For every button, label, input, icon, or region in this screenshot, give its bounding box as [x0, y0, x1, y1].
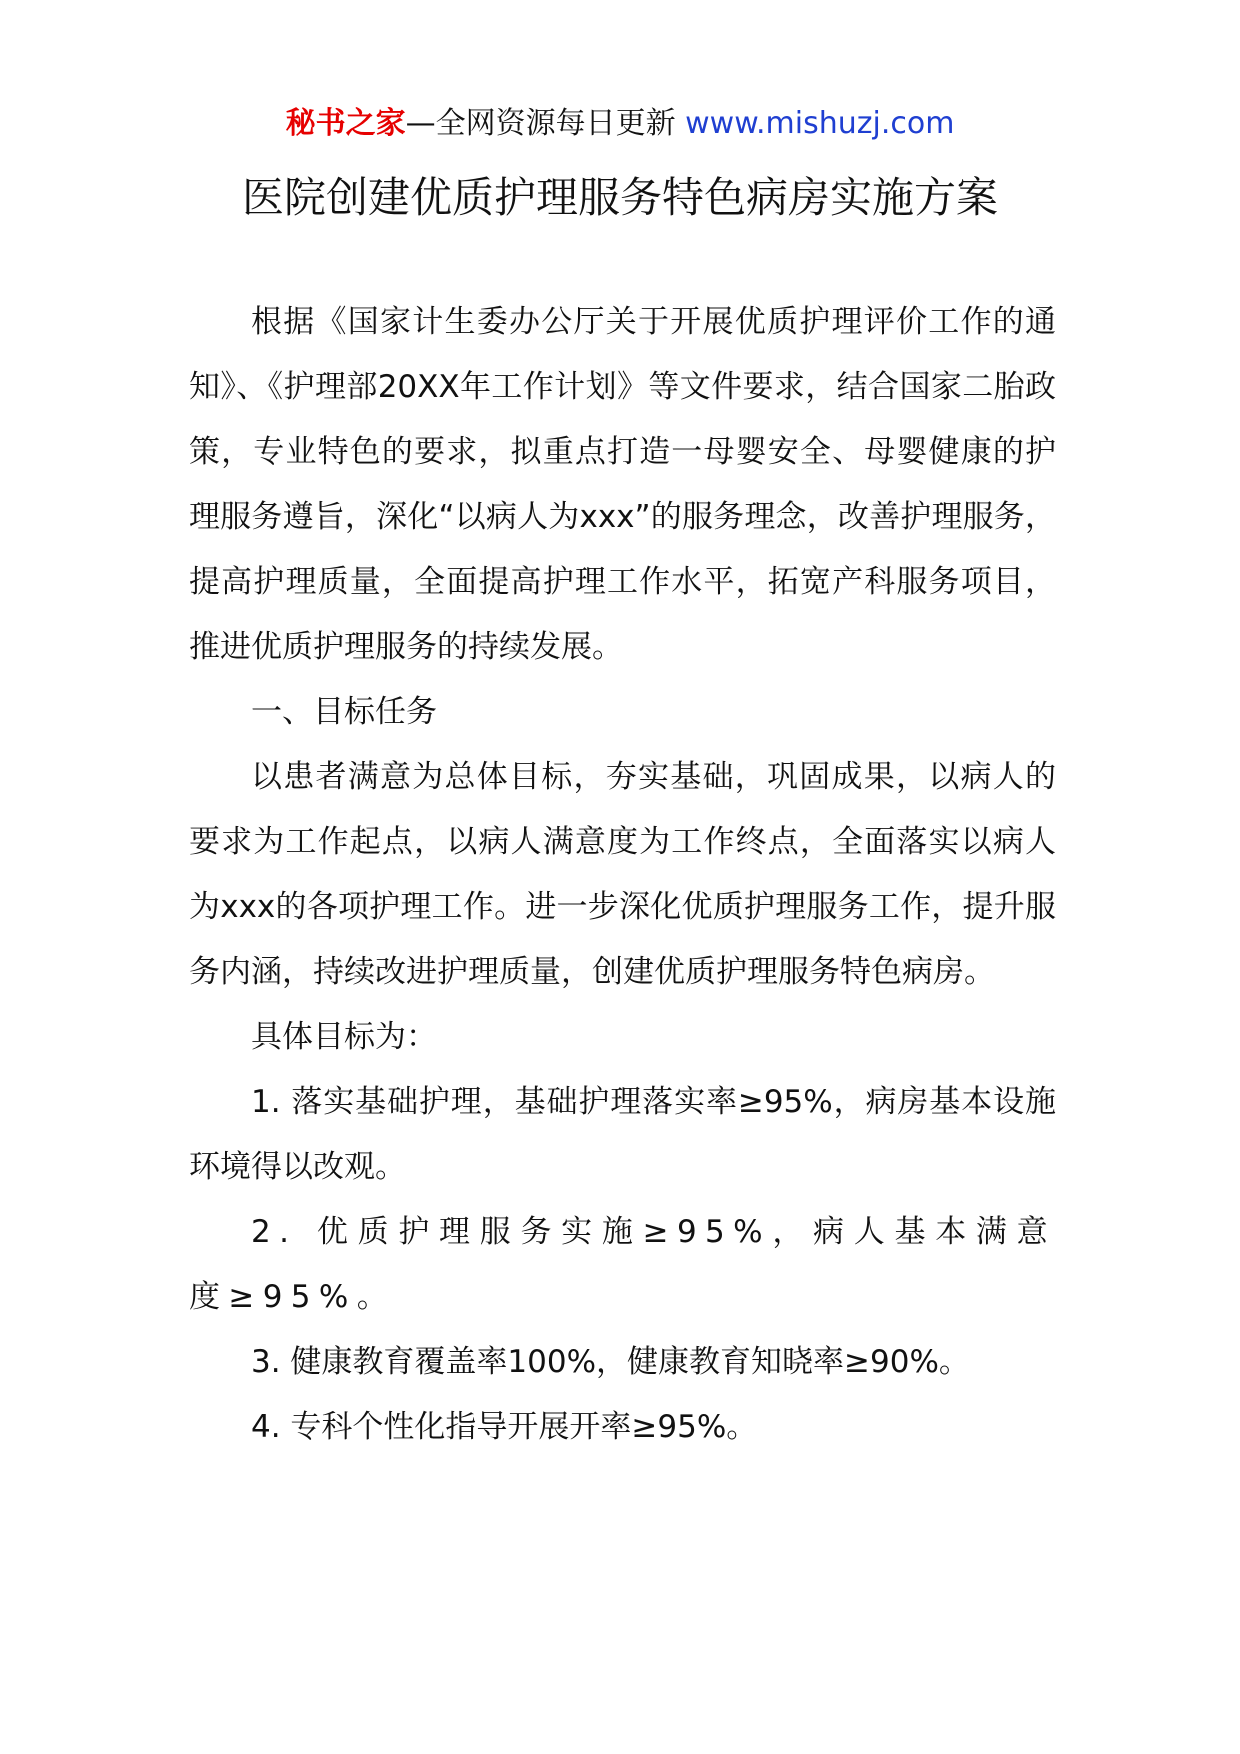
goal-item-2: 2. 优质护理服务实施≥95%，病人基本满意度≥95%。 [189, 1214, 1056, 1315]
site-tagline: —全网资源每日更新 [405, 106, 686, 141]
goals-paragraph: 以患者满意为总体目标，夯实基础，巩固成果，以病人的要求为工作起点，以病人满意度为工作终点，全面落实以病人为xxx的各项护理工作。进一步深化优质护理服务工作，提升服务内涵，持续改进护理质量，创建优质护理服务特色病房。 [189, 759, 1056, 990]
document-title: 医院创建优质护理服务特色病房实施方案 [241, 173, 998, 222]
site-url-link[interactable]: www.mishuzj.com [685, 106, 955, 141]
specific-goals-heading: 具体目标为： [251, 1019, 437, 1055]
document-body [189, 290, 1056, 1460]
goal-item-1: 1. 落实基础护理，基础护理落实率≥95%，病房基本设施环境得以改观。 [189, 1084, 1056, 1185]
intro-paragraph: 根据《国家计生委办公厅关于开展优质护理评价工作的通知》、《护理部20XX年工作计划》等文件要求，结合国家二胎政策，专业特色的要求，拟重点打造一母婴安全、母婴健康的护理服务遵旨，深化“以病人为xxx”的服务理念，改善护理服务，提高护理质量，全面提高护理工作水平，拓宽产科服务项目，推进优质护理服务的持续发展。 [189, 304, 1056, 665]
section-heading-goals: 一、目标任务 [251, 694, 437, 730]
site-brand: 秘书之家 [285, 106, 406, 141]
site-header [0, 100, 1240, 148]
goal-item-3: 3. 健康教育覆盖率100%，健康教育知晓率≥90%。 [251, 1344, 970, 1380]
goal-item-4: 4. 专科个性化指导开展开率≥95%。 [251, 1409, 758, 1445]
